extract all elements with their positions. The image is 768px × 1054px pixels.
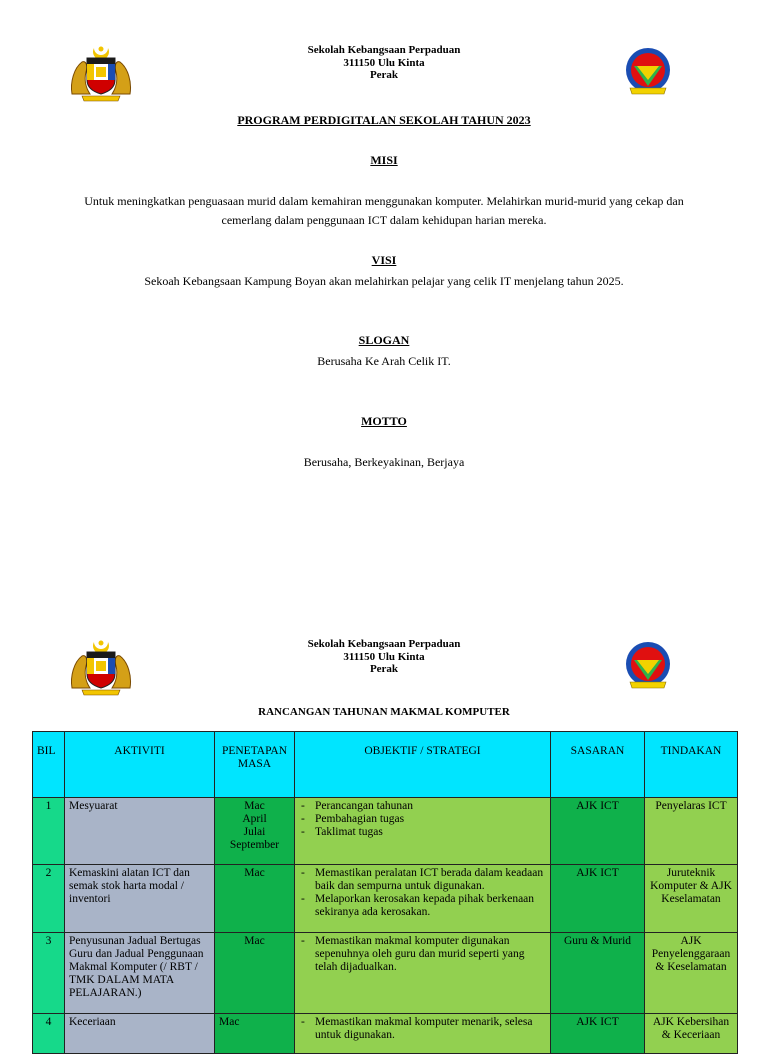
objektif-item: - Pembahagian tugas: [299, 813, 546, 826]
objektif-item: - Perancangan tahunan: [299, 800, 546, 813]
school-state: Perak: [369, 663, 399, 675]
cell-objektif: [295, 1014, 551, 1054]
misi-heading: MISI: [370, 153, 398, 167]
penetapan-line: April: [242, 813, 267, 825]
table-row: [33, 798, 738, 865]
school-address-block: [230, 638, 538, 676]
school-postcode-town: 311150 Ulu Kinta: [343, 650, 425, 663]
page1-header: [0, 44, 768, 104]
cell-sasaran: AJK ICT: [551, 865, 645, 933]
page2-header: [0, 638, 768, 698]
cell-penetapan: [215, 798, 295, 865]
cell-penetapan: [215, 865, 295, 933]
cell-sasaran: AJK ICT: [551, 798, 645, 865]
misi-text: [60, 192, 708, 230]
coat-of-arms-icon: [68, 44, 134, 102]
slogan-heading: SLOGAN: [358, 333, 410, 347]
column-header-tindakan: TINDAKAN: [645, 732, 738, 798]
cell-bil: 4: [33, 1014, 65, 1054]
column-header-aktiviti: AKTIVITI: [65, 732, 215, 798]
cell-aktiviti: Keceriaan: [65, 1014, 215, 1054]
school-crest-icon: [620, 44, 676, 100]
school-crest-icon: [620, 638, 676, 694]
column-header-penetapan: PENETAPAN MASA: [215, 732, 295, 798]
cell-tindakan: AJK Penyelenggaraan & Keselamatan: [645, 933, 738, 1014]
cell-penetapan: [215, 1014, 295, 1054]
motto-heading: MOTTO: [361, 414, 407, 428]
cell-bil: 1: [33, 798, 65, 865]
cell-aktiviti: Kemaskini alatan ICT dan semak stok harta modal / inventori: [65, 865, 215, 933]
column-header-objektif: OBJEKTIF / STRATEGI: [295, 732, 551, 798]
cell-objektif: [295, 865, 551, 933]
column-header-bil: BIL: [33, 732, 65, 798]
cell-penetapan: [215, 933, 295, 1014]
misi-line-2: cemerlang dalam penggunaan ICT dalam kehidupan harian mereka.: [221, 213, 547, 227]
cell-aktiviti: Mesyuarat: [65, 798, 215, 865]
cell-objektif: [295, 798, 551, 865]
cell-sasaran: Guru & Murid: [551, 933, 645, 1014]
visi-heading: VISI: [371, 253, 397, 267]
cell-tindakan: AJK Kebersihan & Keceriaan: [645, 1014, 738, 1054]
misi-line-1: Untuk meningkatkan penguasaan murid dalam kemahiran menggunakan komputer. Melahirkan murid-murid yang cekap dan: [84, 194, 684, 208]
table-row: [33, 933, 738, 1014]
penetapan-line: Mac: [244, 935, 265, 947]
coat-of-arms-icon: [68, 638, 134, 696]
cell-objektif: [295, 933, 551, 1014]
table-header-row: [33, 732, 738, 798]
table-row: [33, 865, 738, 933]
school-postcode-town: 311150 Ulu Kinta: [343, 56, 425, 69]
school-name: Sekolah Kebangsaan Perpaduan: [307, 638, 461, 650]
cell-bil: 2: [33, 865, 65, 933]
penetapan-line: September: [229, 839, 280, 851]
objektif-item: - Melaporkan kerosakan kepada pihak berkenaan sekiranya ada kerosakan.: [299, 893, 546, 919]
objektif-item: - Taklimat tugas: [299, 826, 546, 839]
objektif-item: - Memastikan makmal komputer menarik, selesa untuk digunakan.: [299, 1016, 546, 1042]
school-address-block: [230, 44, 538, 82]
cell-bil: 3: [33, 933, 65, 1014]
objektif-item: - Memastikan makmal komputer digunakan sepenuhnya oleh guru dan murid seperti yang telah dijadualkan.: [299, 935, 546, 974]
visi-text: Sekoah Kebangsaan Kampung Boyan akan melahirkan pelajar yang celik IT menjelang tahun 2025.: [144, 274, 624, 288]
program-title: PROGRAM PERDIGITALAN SEKOLAH TAHUN 2023: [237, 113, 531, 127]
cell-tindakan: Penyelaras ICT: [645, 798, 738, 865]
objektif-item: - Memastikan peralatan ICT berada dalam keadaan baik dan sempurna untuk digunakan.: [299, 867, 546, 893]
penetapan-line: Julai: [243, 826, 266, 838]
penetapan-line: Mac: [244, 867, 265, 879]
school-name: Sekolah Kebangsaan Perpaduan: [307, 44, 461, 56]
cell-sasaran: AJK ICT: [551, 1014, 645, 1054]
school-state: Perak: [369, 69, 399, 81]
plan-title: RANCANGAN TAHUNAN MAKMAL KOMPUTER: [258, 706, 510, 718]
penetapan-line: Mac: [219, 1016, 240, 1028]
annual-plan-table: [32, 731, 738, 1054]
slogan-text: Berusaha Ke Arah Celik IT.: [317, 354, 451, 368]
penetapan-line: Mac: [244, 800, 265, 812]
table-row: [33, 1014, 738, 1054]
motto-text: Berusaha, Berkeyakinan, Berjaya: [303, 455, 465, 469]
cell-tindakan: Juruteknik Komputer & AJK Keselamatan: [645, 865, 738, 933]
cell-aktiviti: Penyusunan Jadual Bertugas Guru dan Jadual Penggunaan Makmal Komputer (/ RBT / TMK DALAM MATA PELAJARAN.): [65, 933, 215, 1014]
column-header-sasaran: SASARAN: [551, 732, 645, 798]
